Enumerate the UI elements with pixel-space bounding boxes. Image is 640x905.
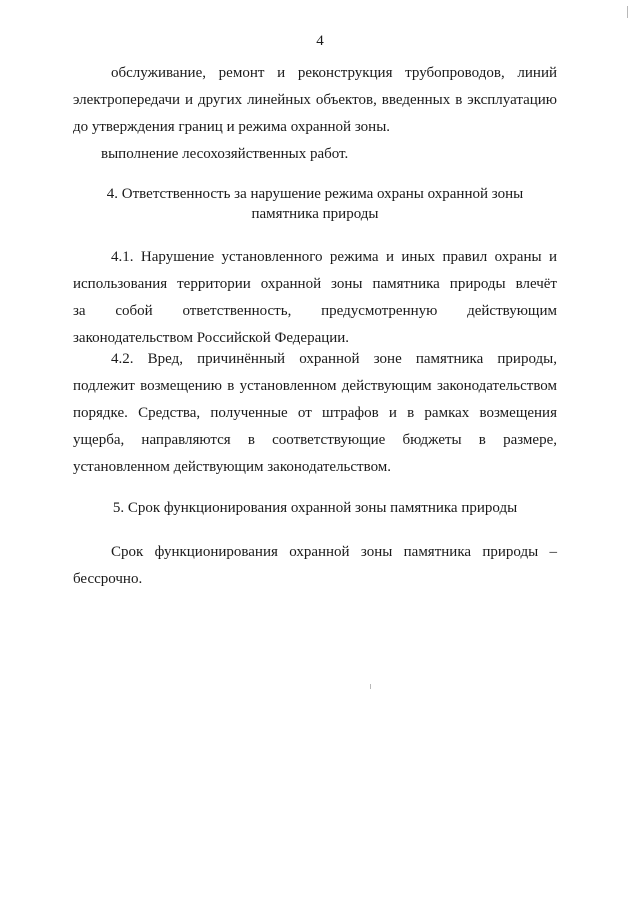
text-line: выполнение лесохозяйственных работ. <box>101 146 349 162</box>
text-line: за собой ответственность, предусмотренную действующим <box>73 303 557 319</box>
text-line: использования территории охранной зоны памятника природы влечёт <box>73 276 557 292</box>
paragraph-4-1 <box>73 244 557 352</box>
intro-paragraph <box>73 60 557 168</box>
text-line: порядке. Средства, полученные от штрафов и в рамках возмещения <box>73 405 557 421</box>
heading-line: 4. Ответственность за нарушение режима охраны охранной зоны <box>106 186 524 202</box>
text-line: ущерба, направляются в соответствующие бюджеты в размере, <box>73 432 557 448</box>
text-line: законодательством Российской Федерации. <box>73 330 350 346</box>
text-line: обслуживание, ремонт и реконструкция трубопроводов, линий <box>111 65 557 81</box>
text-line: 4.2. Вред, причинённый охранной зоне памятника природы, <box>111 351 557 367</box>
text-line: электропередачи и других линейных объектов, введенных в эксплуатацию <box>73 92 557 108</box>
heading-line: 5. Срок функционирования охранной зоны памятника природы <box>112 500 518 516</box>
page-number: 4 <box>316 33 324 49</box>
text-line: 4.1. Нарушение установленного режима и иных правил охраны и <box>111 249 557 265</box>
scan-speck <box>370 684 371 689</box>
section-4-heading <box>73 184 557 224</box>
text-line: установленном действующим законодательством. <box>73 459 392 475</box>
paragraph-5 <box>73 539 557 593</box>
text-line: Срок функционирования охранной зоны памятника природы – <box>111 544 557 560</box>
text-line: до утверждения границ и режима охранной зоны. <box>73 119 391 135</box>
paragraph-4-2 <box>73 346 557 481</box>
text-line: бессрочно. <box>73 571 143 587</box>
text-line: подлежит возмещению в установленном действующим законодательством <box>73 378 557 394</box>
scan-speck <box>627 6 628 18</box>
heading-line: памятника природы <box>251 206 379 222</box>
section-5-heading <box>73 498 557 518</box>
